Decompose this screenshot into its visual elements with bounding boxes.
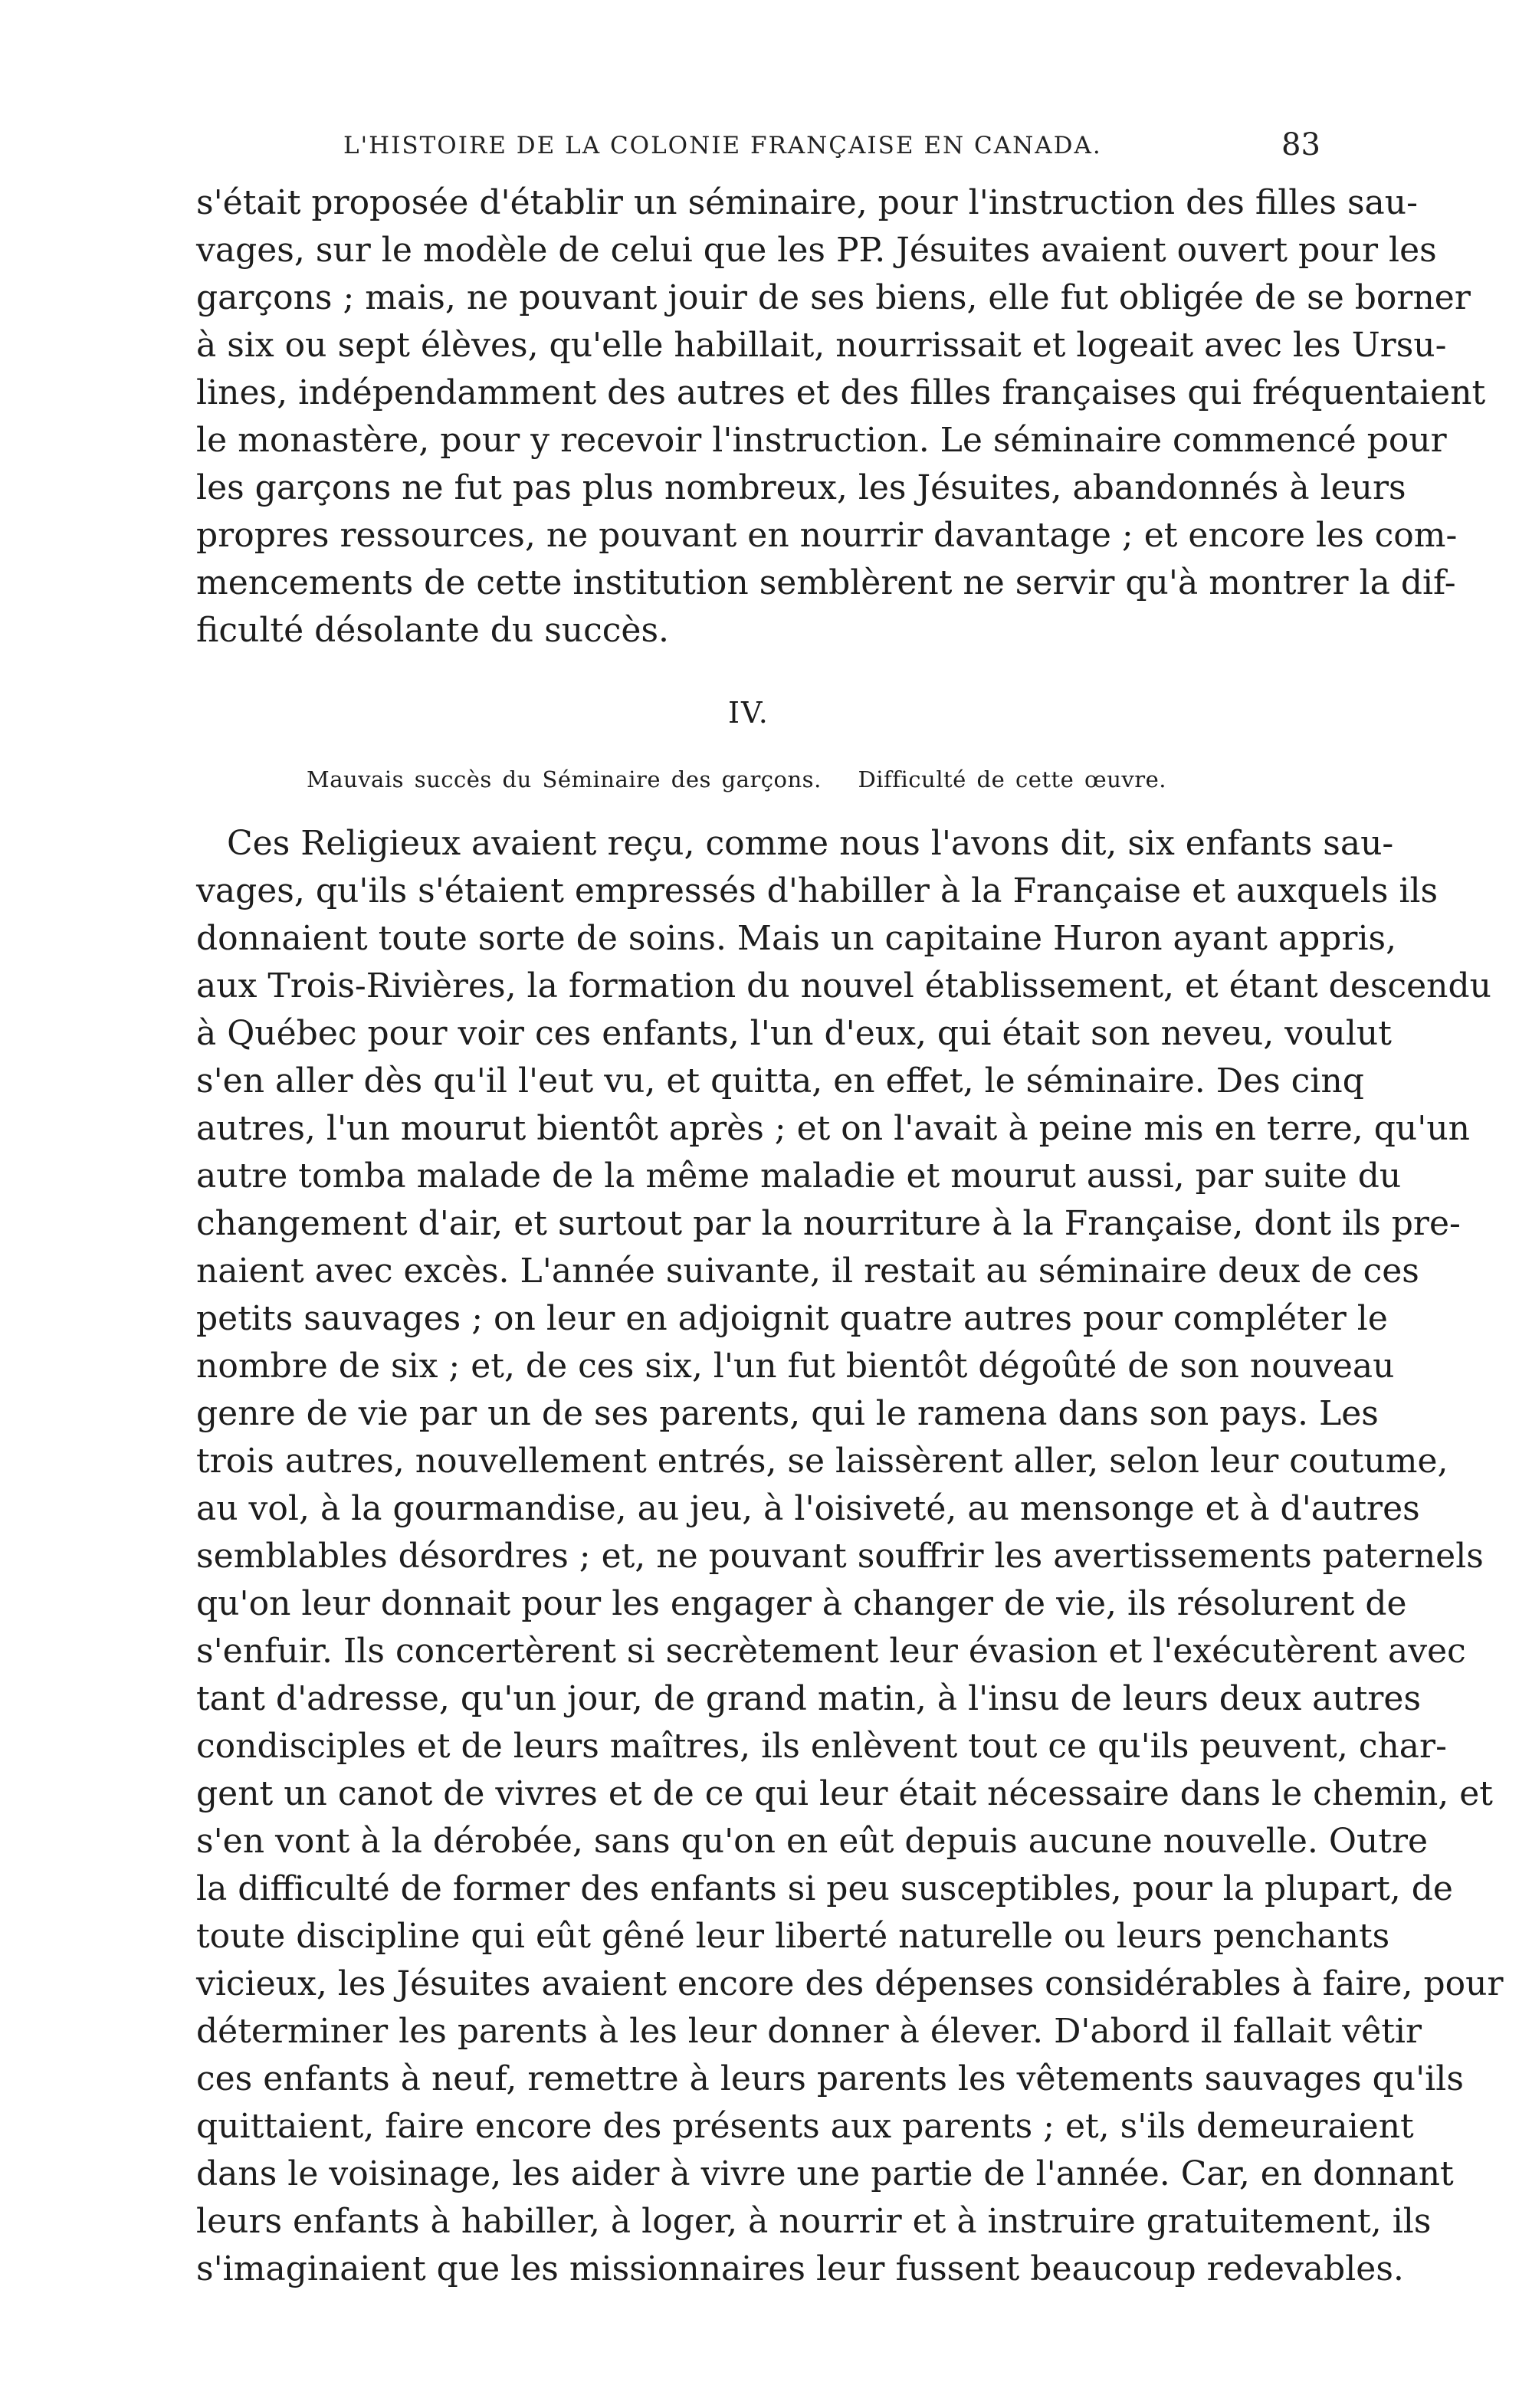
text-line: petits sauvages ; on leur en adjoignit quatre autres pour compléter le — [196, 1299, 1388, 1338]
section-subtitle — [307, 766, 1166, 792]
text-line: quittaient, faire encore des présents aux parents ; et, s'ils demeuraient — [196, 2107, 1414, 2146]
text-line: à Québec pour voir ces enfants, l'un d'eux, qui était son neveu, voulut — [196, 1014, 1392, 1053]
text-line: le monastère, pour y recevoir l'instruction. Le séminaire commencé pour — [196, 421, 1447, 460]
text-line: mencements de cette institution semblèrent ne servir qu'à montrer la dif- — [196, 563, 1456, 602]
section-number: IV. — [728, 696, 769, 730]
text-line: autres, l'un mourut bientôt après ; et on l'avait à peine mis en terre, qu'un — [196, 1109, 1471, 1148]
text-line: s'était proposée d'établir un séminaire, pour l'instruction des filles sau- — [196, 183, 1418, 222]
text-line: déterminer les parents à les leur donner à élever. D'abord il fallait vêtir — [196, 2012, 1422, 2051]
text-line: s'en aller dès qu'il l'eut vu, et quitta, en effet, le séminaire. Des cinq — [196, 1061, 1364, 1101]
text-line: changement d'air, et surtout par la nourriture à la Française, dont ils pre- — [196, 1204, 1461, 1243]
text-line: propres ressources, ne pouvant en nourrir davantage ; et encore les com- — [196, 516, 1458, 555]
text-line: ficulté désolante du succès. — [196, 611, 670, 650]
text-line: Ces Religieux avaient reçu, comme nous l'avons dit, six enfants sau- — [227, 824, 1394, 863]
text-line: leurs enfants à habiller, à loger, à nourrir et à instruire gratuitement, ils — [196, 2202, 1432, 2241]
text-line: vages, qu'ils s'étaient empressés d'habiller à la Française et auxquels ils — [196, 871, 1439, 910]
text-line: au vol, à la gourmandise, au jeu, à l'oisiveté, au mensonge et à d'autres — [196, 1489, 1420, 1528]
text-line: naient avec excès. L'année suivante, il restait au séminaire deux de ces — [196, 1252, 1419, 1291]
page-number: 83 — [1281, 127, 1320, 162]
text-line: vicieux, les Jésuites avaient encore des dépenses considérables à faire, pour — [196, 1964, 1504, 2003]
text-line: les garçons ne fut pas plus nombreux, les Jésuites, abandonnés à leurs — [196, 468, 1406, 507]
section-subtitle-part: Difficulté de cette œuvre. — [858, 766, 1167, 792]
text-line: à six ou sept élèves, qu'elle habillait, nourrissait et logeait avec les Ursu- — [196, 326, 1447, 365]
text-line: dans le voisinage, les aider à vivre une partie de l'année. Car, en donnant — [196, 2154, 1454, 2193]
text-line: s'imaginaient que les missionnaires leur fussent beaucoup redevables. — [196, 2249, 1404, 2288]
text-line: qu'on leur donnait pour les engager à changer de vie, ils résolurent de — [196, 1584, 1407, 1623]
text-line: garçons ; mais, ne pouvant jouir de ses biens, elle fut obligée de se borner — [196, 278, 1471, 317]
text-line: autre tomba malade de la même maladie et mourut aussi, par suite du — [196, 1156, 1402, 1196]
text-line: lines, indépendamment des autres et des filles françaises qui fréquentaient — [196, 373, 1486, 412]
text-line: genre de vie par un de ses parents, qui le ramena dans son pays. Les — [196, 1394, 1379, 1433]
text-line: s'en vont à la dérobée, sans qu'on en eût depuis aucune nouvelle. Outre — [196, 1822, 1429, 1861]
text-line: condisciples et de leurs maîtres, ils enlèvent tout ce qu'ils peuvent, char- — [196, 1727, 1447, 1766]
text-line: trois autres, nouvellement entrés, se laissèrent aller, selon leur coutume, — [196, 1442, 1448, 1481]
text-line: tant d'adresse, qu'un jour, de grand matin, à l'insu de leurs deux autres — [196, 1679, 1422, 1718]
text-line: semblables désordres ; et, ne pouvant souffrir les avertissements paternels — [196, 1537, 1484, 1576]
text-line: nombre de six ; et, de ces six, l'un fut bientôt dégoûté de son nouveau — [196, 1347, 1395, 1386]
text-line: donnaient toute sorte de soins. Mais un capitaine Huron ayant appris, — [196, 919, 1397, 958]
text-line: ces enfants à neuf, remettre à leurs parents les vêtements sauvages qu'ils — [196, 2059, 1464, 2098]
running-title: L'HISTOIRE DE LA COLONIE FRANÇAISE EN CANADA. — [343, 132, 1102, 159]
section-subtitle-part: Mauvais succès du Séminaire des garçons. — [307, 766, 822, 792]
paragraph-continued — [196, 179, 1486, 654]
paragraph-main — [196, 820, 1504, 2293]
text-line: aux Trois-Rivières, la formation du nouvel établissement, et étant descendu — [196, 966, 1491, 1006]
text-line: la difficulté de former des enfants si peu susceptibles, pour la plupart, de — [196, 1869, 1453, 1908]
text-line: s'enfuir. Ils concertèrent si secrètement leur évasion et l'exécutèrent avec — [196, 1632, 1466, 1671]
text-line: vages, sur le modèle de celui que les PP. Jésuites avaient ouvert pour les — [196, 231, 1437, 270]
text-line: toute discipline qui eût gêné leur liberté naturelle ou leurs penchants — [196, 1917, 1390, 1956]
text-line: gent un canot de vivres et de ce qui leur était nécessaire dans le chemin, et — [196, 1774, 1493, 1813]
